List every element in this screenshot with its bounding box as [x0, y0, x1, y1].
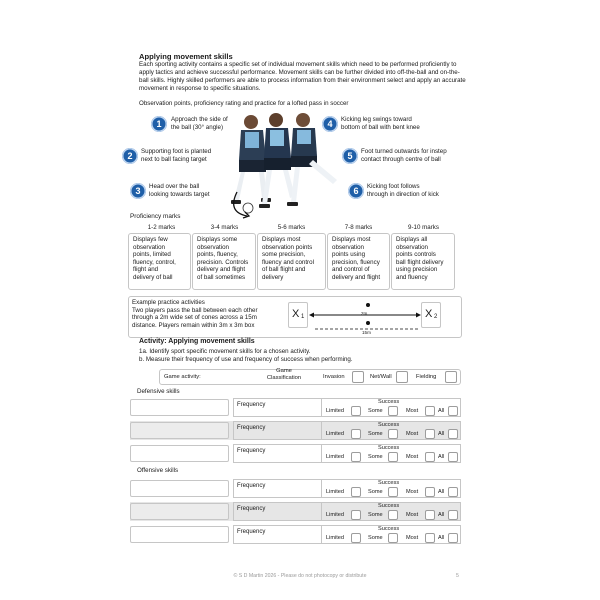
- marks-9-10-line: ball flight delivery: [396, 258, 444, 266]
- player-middle-figure: [259, 113, 295, 208]
- player-2-box: [421, 302, 441, 328]
- limited-checkbox[interactable]: [351, 533, 361, 543]
- offensive-skill-row: [130, 479, 461, 498]
- marks-7-8-line: precision, fluency: [332, 258, 380, 266]
- step-number-4: 4: [322, 116, 338, 132]
- limited-label: Limited: [326, 489, 345, 495]
- success-cell: [322, 398, 461, 417]
- marks-box-3-4: [192, 233, 256, 290]
- most-checkbox[interactable]: [425, 533, 435, 543]
- game-classification-line-2: Classification: [266, 374, 302, 381]
- limited-label: Limited: [326, 535, 345, 541]
- player-2-marker: X: [425, 308, 433, 320]
- most-checkbox[interactable]: [425, 510, 435, 520]
- game-activity-label: Game activity:: [164, 374, 201, 380]
- step-1-line-1: Approach the side of: [171, 116, 228, 123]
- most-checkbox[interactable]: [425, 406, 435, 416]
- gap-label: 2m: [361, 311, 368, 316]
- all-label: All: [438, 454, 445, 460]
- all-checkbox[interactable]: [448, 487, 458, 497]
- distance-label: 15m: [362, 330, 371, 335]
- player-1-subscript: 1: [301, 314, 305, 320]
- most-label: Most: [406, 454, 419, 460]
- marks-9-10-line: observation: [396, 243, 428, 251]
- limited-checkbox[interactable]: [351, 510, 361, 520]
- some-label: Some: [368, 489, 383, 495]
- step-3-line-1: Head over the ball: [149, 183, 200, 190]
- some-label: Some: [368, 408, 383, 414]
- limited-checkbox[interactable]: [351, 429, 361, 439]
- success-label: Success: [378, 422, 400, 428]
- step-3-line-2: looking towards target: [149, 190, 210, 198]
- offensive-skill-row: [130, 525, 461, 544]
- marks-box-7-8: [327, 233, 390, 290]
- practice-line: through a 2m wide set of cones across a 15m: [132, 314, 257, 321]
- success-label: Success: [378, 445, 400, 451]
- marks-5-6-line: Displays most: [262, 236, 301, 243]
- marks-heading-7-8: 7-8 marks: [344, 224, 373, 231]
- marks-heading-5-6: 5-6 marks: [277, 224, 306, 231]
- observation-title: Observation points, proficiency rating and practice for a lofted pass in soccer: [139, 100, 349, 107]
- marks-9-10-line: and fluency: [396, 273, 428, 281]
- game-classification-line-1: Game: [276, 368, 292, 374]
- marks-7-8-line: observation: [332, 243, 364, 251]
- offensive-skills-label: Offensive skills: [137, 467, 179, 474]
- footer-copyright: © S D Martin 2026 - Please do not photocopy or distribute: [233, 573, 367, 579]
- marks-3-4-line: precision. Controls: [197, 258, 249, 266]
- most-checkbox[interactable]: [425, 452, 435, 462]
- marks-heading-1-2: 1-2 marks: [147, 224, 176, 231]
- skill-name-field[interactable]: [130, 480, 229, 497]
- step-2-line-2: next to ball facing target: [141, 155, 207, 163]
- most-label: Most: [406, 431, 419, 437]
- step-number-1: 1: [151, 116, 167, 132]
- frequency-field[interactable]: [233, 421, 322, 440]
- game-classification-label: [264, 368, 304, 381]
- success-label: Success: [378, 480, 400, 486]
- step-5-text: [361, 148, 447, 163]
- step-2-line-1: Supporting foot is planted: [141, 148, 212, 155]
- some-checkbox[interactable]: [388, 487, 398, 497]
- limited-checkbox[interactable]: [351, 487, 361, 497]
- frequency-field[interactable]: [233, 502, 322, 521]
- step-2-text: [141, 148, 211, 163]
- marks-1-2-line: delivery of ball: [133, 273, 173, 281]
- marks-3-4-line: Displays some: [197, 236, 238, 243]
- marks-box-9-10: [391, 233, 455, 290]
- skill-name-field[interactable]: [130, 422, 229, 439]
- some-checkbox[interactable]: [388, 533, 398, 543]
- practice-activity-box: [128, 296, 462, 338]
- frequency-label: Frequency: [237, 402, 266, 408]
- player-1-box: [288, 302, 308, 328]
- marks-1-2-line: Displays few: [133, 236, 168, 243]
- step-4-text: [341, 116, 420, 131]
- some-checkbox[interactable]: [388, 429, 398, 439]
- limited-label: Limited: [326, 431, 345, 437]
- step-6-line-1: Kicking foot follows: [367, 183, 420, 190]
- frequency-field[interactable]: [233, 398, 322, 417]
- marks-5-6-line: some precision,: [262, 251, 306, 259]
- step-6-text: [367, 183, 439, 198]
- step-number-6: 6: [348, 183, 364, 199]
- most-label: Most: [406, 408, 419, 414]
- success-cell: [322, 525, 461, 544]
- frequency-label: Frequency: [237, 506, 266, 512]
- step-3-text: [149, 183, 210, 198]
- frequency-label: Frequency: [237, 448, 266, 454]
- step-6-line-2: through in direction of kick: [367, 190, 439, 198]
- marks-3-4-line: observation: [197, 243, 229, 251]
- success-cell: [322, 479, 461, 498]
- success-label: Success: [378, 526, 400, 532]
- marks-heading-3-4: 3-4 marks: [210, 224, 239, 231]
- step-4-line-1: Kicking leg swings toward: [341, 116, 412, 123]
- some-checkbox[interactable]: [388, 452, 398, 462]
- limited-checkbox[interactable]: [351, 452, 361, 462]
- step-4-line-2: bottom of ball with bent knee: [341, 123, 420, 131]
- step-1-line-2: the ball (30° angle): [171, 123, 224, 131]
- marks-3-4-line: points, fluency,: [197, 251, 238, 259]
- marks-7-8-line: and control of: [332, 266, 370, 274]
- marks-7-8-line: Displays most: [332, 236, 371, 243]
- marks-5-6-line: observation points: [262, 243, 313, 251]
- marks-9-10-line: Displays all: [396, 236, 428, 243]
- some-checkbox[interactable]: [388, 406, 398, 416]
- step-1-text: [171, 116, 228, 131]
- all-label: All: [438, 512, 445, 518]
- activity-line-a: 1a. Identify sport specific movement skills for a chosen activity.: [139, 348, 311, 355]
- step-number-2: 2: [122, 148, 138, 164]
- player-1-marker: X: [292, 308, 300, 320]
- defensive-skill-row: [130, 398, 461, 417]
- all-checkbox[interactable]: [448, 533, 458, 543]
- marks-1-2-line: flight and: [133, 266, 159, 274]
- step-number-5: 5: [342, 148, 358, 164]
- activity-line-b: b. Measure their frequency of use and frequency of success when performing.: [139, 356, 353, 363]
- marks-1-2-line: points, limited: [133, 251, 171, 259]
- fielding-label: Fielding: [416, 374, 437, 380]
- practice-line: distance. Players remain within 3m x 3m box: [132, 321, 255, 329]
- some-label: Some: [368, 535, 383, 541]
- arrow-right-icon: [416, 313, 421, 318]
- success-cell: [322, 421, 461, 440]
- marks-9-10-line: using precision: [396, 266, 438, 274]
- success-cell: [322, 444, 461, 463]
- most-label: Most: [406, 535, 419, 541]
- practice-text: [132, 299, 294, 329]
- some-label: Some: [368, 512, 383, 518]
- marks-5-6-line: fluency and control: [262, 258, 314, 266]
- offensive-skill-row: [130, 502, 461, 521]
- frequency-label: Frequency: [237, 529, 266, 535]
- limited-checkbox[interactable]: [351, 406, 361, 416]
- game-activity-box: [159, 369, 461, 385]
- limited-label: Limited: [326, 512, 345, 518]
- all-label: All: [438, 535, 445, 541]
- most-checkbox[interactable]: [425, 487, 435, 497]
- most-label: Most: [406, 489, 419, 495]
- section-heading: Applying movement skills: [139, 52, 233, 61]
- marks-3-4-line: of ball sometimes: [197, 273, 246, 281]
- marks-1-2-line: fluency, control,: [133, 258, 176, 266]
- skill-name-field[interactable]: [130, 503, 229, 520]
- marks-box-5-6: [257, 233, 326, 290]
- marks-box-1-2: [128, 233, 191, 290]
- soccer-players-illustration: [221, 108, 341, 220]
- invasion-checkbox[interactable]: [352, 371, 364, 383]
- frequency-field[interactable]: [233, 525, 322, 544]
- most-label: Most: [406, 512, 419, 518]
- marks-1-2-line: observation: [133, 243, 165, 251]
- some-label: Some: [368, 431, 383, 437]
- step-5-line-2: contact through centre of ball: [361, 155, 441, 163]
- frequency-label: Frequency: [237, 483, 266, 489]
- some-label: Some: [368, 454, 383, 460]
- defensive-skill-row: [130, 421, 461, 440]
- step-number-3: 3: [130, 183, 146, 199]
- some-checkbox[interactable]: [388, 510, 398, 520]
- fielding-checkbox[interactable]: [445, 371, 457, 383]
- all-label: All: [438, 489, 445, 495]
- frequency-label: Frequency: [237, 425, 266, 431]
- marks-heading-9-10: 9-10 marks: [408, 224, 439, 231]
- proficiency-title: Proficiency marks: [130, 213, 181, 220]
- marks-5-6-line: of ball flight and: [262, 266, 306, 274]
- cone-bottom-icon: [366, 321, 370, 325]
- skill-name-field[interactable]: [130, 445, 229, 462]
- all-label: All: [438, 431, 445, 437]
- step-5-line-1: Foot turned outwards for instep: [361, 148, 447, 155]
- skill-name-field[interactable]: [130, 526, 229, 543]
- success-cell: [322, 502, 461, 521]
- player-2-subscript: 2: [434, 314, 438, 320]
- marks-3-4-line: delivery and flight: [197, 266, 246, 274]
- netwall-label: Net/Wall: [370, 374, 392, 380]
- defensive-skill-row: [130, 444, 461, 463]
- intro-paragraph: Each sporting activity contains a specific set of individual movement skills which need to be performed proficiently to apply tactics and achieve successful performance. Movement skills can be further divided into off-the-ball and on-the-ball skills. Highly skilled performers are able to process information from their environment select and apply an accurate movement in response to specific situations.: [139, 61, 466, 92]
- marks-7-8-line: delivery and flight: [332, 273, 381, 281]
- marks-5-6-line: delivery: [262, 273, 284, 281]
- skill-name-field[interactable]: [130, 399, 229, 416]
- marks-7-8-line: points using: [332, 251, 366, 259]
- practice-line: Two players pass the ball between each other: [132, 306, 258, 314]
- limited-label: Limited: [326, 454, 345, 460]
- player-right-figure: [287, 113, 337, 206]
- netwall-checkbox[interactable]: [396, 371, 408, 383]
- invasion-label: Invasion: [323, 374, 345, 380]
- all-checkbox[interactable]: [448, 406, 458, 416]
- ball-icon: [243, 203, 253, 213]
- activity-title: Activity: Applying movement skills: [139, 338, 255, 345]
- defensive-skills-label: Defensive skills: [137, 388, 180, 395]
- success-label: Success: [378, 399, 400, 405]
- most-checkbox[interactable]: [425, 429, 435, 439]
- page-number: 5: [456, 573, 459, 579]
- all-checkbox[interactable]: [448, 429, 458, 439]
- frequency-field[interactable]: [233, 444, 322, 463]
- practice-line: Example practice activities: [132, 299, 205, 306]
- all-checkbox[interactable]: [448, 510, 458, 520]
- cone-top-icon: [366, 303, 370, 307]
- frequency-field[interactable]: [233, 479, 322, 498]
- all-label: All: [438, 408, 445, 414]
- arrow-left-icon: [309, 313, 314, 318]
- all-checkbox[interactable]: [448, 452, 458, 462]
- success-label: Success: [378, 503, 400, 509]
- marks-9-10-line: points controls: [396, 251, 436, 259]
- limited-label: Limited: [326, 408, 345, 414]
